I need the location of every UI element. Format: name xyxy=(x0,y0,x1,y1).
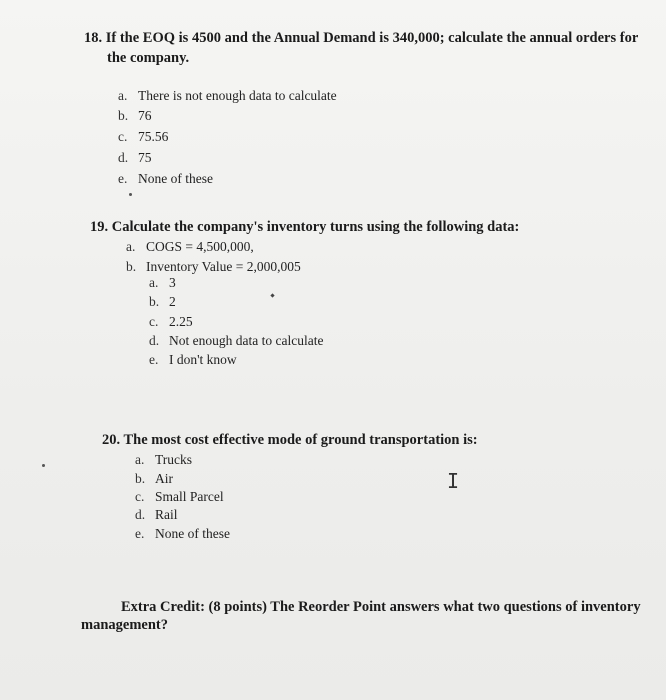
q18-option-a: a. There is not enough data to calculate xyxy=(118,88,337,103)
stray-mark xyxy=(270,293,274,297)
q20-option-e: e. None of these xyxy=(135,526,230,541)
q19-data-inventory: b. Inventory Value = 2,000,005 xyxy=(126,259,301,274)
q20-option-a: a. Trucks xyxy=(135,452,193,467)
q18-option-c: c. 75.56 xyxy=(118,129,169,144)
q18-option-d: d. 75 xyxy=(118,150,152,165)
q19-option-d: d. Not enough data to calculate xyxy=(149,333,324,348)
q19-title: 19. Calculate the company's inventory turns using the following data: xyxy=(90,219,520,235)
q19-option-e: e. I don't know xyxy=(149,352,237,367)
q19-option-b: b. 2 xyxy=(149,294,176,309)
text-cursor-icon: I xyxy=(447,469,460,493)
extra-credit-line2: management? xyxy=(81,617,168,633)
q20-option-d: d. Rail xyxy=(135,507,178,522)
speck-mark xyxy=(129,193,132,196)
q20-title: 20. The most cost effective mode of ground transportation is: xyxy=(102,432,478,448)
extra-credit-line1: Extra Credit: (8 points) The Reorder Point answers what two questions of inventory xyxy=(121,599,641,615)
q20-option-b: b. Air xyxy=(135,471,173,486)
q20-option-c: c. Small Parcel xyxy=(135,489,224,504)
q19-option-c: c. 2.25 xyxy=(149,314,193,329)
q18-option-e: e. None of these xyxy=(118,171,213,186)
speck-mark-left xyxy=(42,464,45,467)
q18-option-b: b. 76 xyxy=(118,108,152,123)
q18-title-line1: 18. If the EOQ is 4500 and the Annual Demand is 340,000; calculate the annual orders for xyxy=(84,30,639,46)
q19-option-a: a. 3 xyxy=(149,275,176,290)
q19-data-cogs: a. COGS = 4,500,000, xyxy=(126,239,254,254)
q18-title-line2: the company. xyxy=(107,50,190,66)
